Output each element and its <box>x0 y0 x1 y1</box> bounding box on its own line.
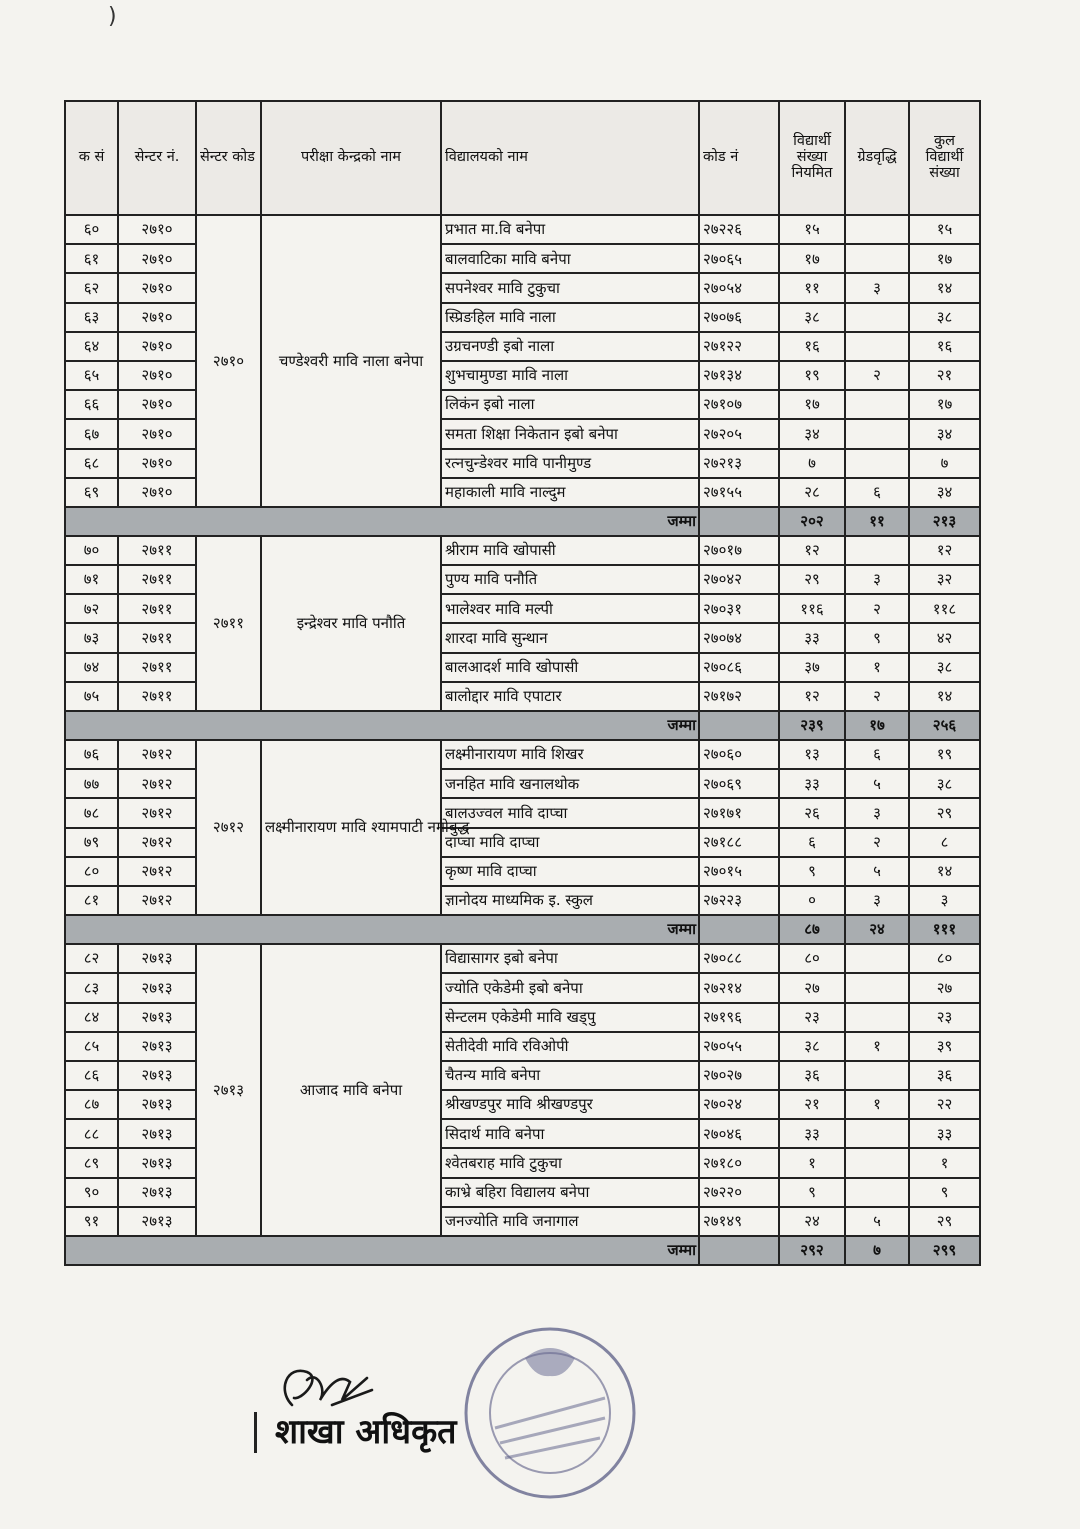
total-count-cell: २१ <box>909 361 980 390</box>
total-count-cell: ८० <box>909 944 980 973</box>
school-name-cell: कृष्ण मावि दाप्चा <box>441 857 699 886</box>
header-regular: विद्यार्थी संख्या नियमित <box>779 101 845 215</box>
school-code-cell: २७१७१ <box>699 798 779 827</box>
regular-count-cell: १५ <box>779 215 845 244</box>
table-row <box>65 740 980 769</box>
center-number-cell: २७११ <box>118 536 196 565</box>
school-name-cell: जनज्योति मावि जनागाल <box>441 1207 699 1236</box>
regular-count-cell: १७ <box>779 244 845 273</box>
total-count-cell: १५ <box>909 215 980 244</box>
table-body <box>65 215 980 1265</box>
header-center-code: सेन्टर कोड <box>196 101 261 215</box>
header-center-name: परीक्षा केन्द्रको नाम <box>261 101 441 215</box>
school-name-cell: शारदा मावि सुन्थान <box>441 623 699 652</box>
total-count-cell: १७ <box>909 390 980 419</box>
school-name-cell: सेतीदेवी मावि रविओपी <box>441 1032 699 1061</box>
total-count-cell: ३४ <box>909 478 980 507</box>
center-number-cell: २७१२ <box>118 857 196 886</box>
center-number-cell: २७१३ <box>118 1032 196 1061</box>
student-count-table <box>64 100 981 1266</box>
regular-count-cell: ० <box>779 886 845 915</box>
header-code: कोड नं <box>699 101 779 215</box>
school-code-cell: २७०५४ <box>699 273 779 302</box>
center-code-cell: २७१२ <box>196 740 261 915</box>
grade-up-count-cell: ९ <box>845 623 909 652</box>
center-name-cell: आजाद मावि बनेपा <box>261 944 441 1236</box>
school-name-cell: ज्योति एकेडेमी इबो बनेपा <box>441 973 699 1002</box>
regular-count-cell: ३३ <box>779 623 845 652</box>
center-number-cell: २७१३ <box>118 973 196 1002</box>
grade-up-count-cell <box>845 973 909 1002</box>
grade-up-count-cell: १ <box>845 1090 909 1119</box>
grade-up-count-cell <box>845 944 909 973</box>
school-code-cell: २७२१३ <box>699 449 779 478</box>
regular-count-cell: ११६ <box>779 594 845 623</box>
serial-number-cell: ६५ <box>65 361 118 390</box>
grade-up-count-cell <box>845 332 909 361</box>
sum-total-cell: २९९ <box>909 1236 980 1265</box>
grade-up-count-cell <box>845 419 909 448</box>
total-count-cell: ३४ <box>909 419 980 448</box>
serial-number-cell: ६४ <box>65 332 118 361</box>
serial-number-cell: ७० <box>65 536 118 565</box>
school-name-cell: बालउज्वल मावि दाप्चा <box>441 798 699 827</box>
school-name-cell: सेन्टलम एकेडेमी मावि खड्पु <box>441 1003 699 1032</box>
center-number-cell: २७१३ <box>118 944 196 973</box>
signature-image <box>272 1360 392 1420</box>
serial-number-cell: ६१ <box>65 244 118 273</box>
regular-count-cell: ७ <box>779 449 845 478</box>
grade-up-count-cell: २ <box>845 828 909 857</box>
regular-count-cell: २८ <box>779 478 845 507</box>
total-empty-cell <box>699 1236 779 1265</box>
serial-number-cell: ८९ <box>65 1148 118 1177</box>
regular-count-cell: २९ <box>779 565 845 594</box>
sum-total-cell: २१३ <box>909 507 980 536</box>
table-row <box>65 536 980 565</box>
school-name-cell: चैतन्य मावि बनेपा <box>441 1061 699 1090</box>
grade-up-count-cell <box>845 215 909 244</box>
page-mark: ) <box>108 4 117 29</box>
school-name-cell: पुण्य मावि पनौति <box>441 565 699 594</box>
regular-count-cell: ९ <box>779 1178 845 1207</box>
school-name-cell: श्रीराम मावि खोपासी <box>441 536 699 565</box>
serial-number-cell: ८३ <box>65 973 118 1002</box>
school-code-cell: २७०१५ <box>699 857 779 886</box>
serial-number-cell: ८७ <box>65 1090 118 1119</box>
total-empty-cell <box>699 507 779 536</box>
regular-count-cell: ६ <box>779 828 845 857</box>
serial-number-cell: ६० <box>65 215 118 244</box>
center-number-cell: २७१३ <box>118 1178 196 1207</box>
center-number-cell: २७११ <box>118 594 196 623</box>
school-name-cell: उग्रचनण्डी इबो नाला <box>441 332 699 361</box>
school-name-cell: विद्यासागर इबो बनेपा <box>441 944 699 973</box>
center-number-cell: २७१२ <box>118 740 196 769</box>
regular-count-cell: २६ <box>779 798 845 827</box>
center-number-cell: २७१० <box>118 361 196 390</box>
total-count-cell: १ <box>909 1148 980 1177</box>
regular-count-cell: ३४ <box>779 419 845 448</box>
total-count-cell: ९ <box>909 1178 980 1207</box>
regular-count-cell: ३८ <box>779 303 845 332</box>
header-center-no: सेन्टर नं. <box>118 101 196 215</box>
serial-number-cell: ७९ <box>65 828 118 857</box>
total-count-cell: २७ <box>909 973 980 1002</box>
grade-up-count-cell <box>845 1148 909 1177</box>
center-number-cell: २७१० <box>118 419 196 448</box>
center-name-cell: चण्डेश्वरी मावि नाला बनेपा <box>261 215 441 507</box>
regular-count-cell: ३७ <box>779 653 845 682</box>
sum-regular-cell: २३९ <box>779 711 845 740</box>
total-label: जम्मा <box>65 507 699 536</box>
regular-count-cell: ९ <box>779 857 845 886</box>
serial-number-cell: ८६ <box>65 1061 118 1090</box>
total-count-cell: ३९ <box>909 1032 980 1061</box>
total-label: जम्मा <box>65 1236 699 1265</box>
serial-number-cell: ७३ <box>65 623 118 652</box>
serial-number-cell: ८० <box>65 857 118 886</box>
total-count-cell: ८ <box>909 828 980 857</box>
grade-up-count-cell: ६ <box>845 740 909 769</box>
school-code-cell: २७२२३ <box>699 886 779 915</box>
school-code-cell: २७१३४ <box>699 361 779 390</box>
regular-count-cell: १६ <box>779 332 845 361</box>
total-count-cell: ३८ <box>909 769 980 798</box>
school-name-cell: प्रभात मा.वि बनेपा <box>441 215 699 244</box>
center-number-cell: २७१० <box>118 244 196 273</box>
school-name-cell: श्रीखण्डपुर मावि श्रीखण्डपुर <box>441 1090 699 1119</box>
center-number-cell: २७१० <box>118 449 196 478</box>
school-code-cell: २७१८० <box>699 1148 779 1177</box>
total-count-cell: ३८ <box>909 303 980 332</box>
signature-label: शाखा अधिकृत <box>254 1412 457 1453</box>
sum-grade-up-cell: २४ <box>845 915 909 944</box>
serial-number-cell: ९१ <box>65 1207 118 1236</box>
office-seal-image <box>455 1318 645 1508</box>
school-code-cell: २७०८६ <box>699 653 779 682</box>
center-number-cell: २७१३ <box>118 1061 196 1090</box>
header-grade-up: ग्रेडवृद्धि <box>845 101 909 215</box>
regular-count-cell: १२ <box>779 682 845 711</box>
total-label: जम्मा <box>65 711 699 740</box>
total-count-cell: ११८ <box>909 594 980 623</box>
serial-number-cell: ८५ <box>65 1032 118 1061</box>
serial-number-cell: ७१ <box>65 565 118 594</box>
center-code-cell: २७१० <box>196 215 261 507</box>
school-name-cell: महाकाली मावि नाल्दुम <box>441 478 699 507</box>
grade-up-count-cell: ३ <box>845 273 909 302</box>
center-name-cell: इन्द्रेश्वर मावि पनौति <box>261 536 441 711</box>
group-total-row <box>65 915 980 944</box>
sum-grade-up-cell: १७ <box>845 711 909 740</box>
header-total: कुल विद्यार्थी संख्या <box>909 101 980 215</box>
center-number-cell: २७१३ <box>118 1207 196 1236</box>
total-count-cell: १४ <box>909 273 980 302</box>
school-code-cell: २७१२२ <box>699 332 779 361</box>
school-name-cell: स्प्रिङहिल मावि नाला <box>441 303 699 332</box>
center-number-cell: २७१० <box>118 390 196 419</box>
center-number-cell: २७१३ <box>118 1119 196 1148</box>
center-number-cell: २७१२ <box>118 798 196 827</box>
school-code-cell: २७०७६ <box>699 303 779 332</box>
sum-total-cell: २५६ <box>909 711 980 740</box>
center-number-cell: २७१० <box>118 273 196 302</box>
total-label: जम्मा <box>65 915 699 944</box>
center-number-cell: २७१२ <box>118 828 196 857</box>
school-code-cell: २७१५५ <box>699 478 779 507</box>
school-name-cell: रत्नचुन्डेश्वर मावि पानीमुण्ड <box>441 449 699 478</box>
grade-up-count-cell <box>845 244 909 273</box>
grade-up-count-cell: ३ <box>845 565 909 594</box>
grade-up-count-cell: २ <box>845 682 909 711</box>
school-code-cell: २७०६९ <box>699 769 779 798</box>
school-code-cell: २७२१४ <box>699 973 779 1002</box>
regular-count-cell: १२ <box>779 536 845 565</box>
regular-count-cell: ३३ <box>779 1119 845 1148</box>
school-name-cell: बालोद्दार मावि एपाटार <box>441 682 699 711</box>
serial-number-cell: ९० <box>65 1178 118 1207</box>
school-name-cell: समता शिक्षा निकेतान इबो बनेपा <box>441 419 699 448</box>
school-code-cell: २७०४६ <box>699 1119 779 1148</box>
school-name-cell: जनहित मावि खनालथोक <box>441 769 699 798</box>
group-total-row <box>65 711 980 740</box>
regular-count-cell: १९ <box>779 361 845 390</box>
grade-up-count-cell <box>845 1061 909 1090</box>
total-count-cell: २९ <box>909 798 980 827</box>
serial-number-cell: ७६ <box>65 740 118 769</box>
total-count-cell: ३२ <box>909 565 980 594</box>
serial-number-cell: ६७ <box>65 419 118 448</box>
regular-count-cell: ३६ <box>779 1061 845 1090</box>
total-empty-cell <box>699 915 779 944</box>
grade-up-count-cell: २ <box>845 594 909 623</box>
grade-up-count-cell: ५ <box>845 857 909 886</box>
regular-count-cell: १७ <box>779 390 845 419</box>
center-number-cell: २७११ <box>118 682 196 711</box>
serial-number-cell: ७२ <box>65 594 118 623</box>
serial-number-cell: ६३ <box>65 303 118 332</box>
school-code-cell: २७१७२ <box>699 682 779 711</box>
serial-number-cell: ६८ <box>65 449 118 478</box>
school-name-cell: सिदार्थ मावि बनेपा <box>441 1119 699 1148</box>
serial-number-cell: ८१ <box>65 886 118 915</box>
school-code-cell: २७०७४ <box>699 623 779 652</box>
center-name-cell: लक्ष्मीनारायण मावि श्यामपाटी नमोबुद्ध <box>261 740 441 915</box>
group-total-row <box>65 1236 980 1265</box>
school-code-cell: २७०५५ <box>699 1032 779 1061</box>
grade-up-count-cell: ३ <box>845 798 909 827</box>
center-number-cell: २७१३ <box>118 1090 196 1119</box>
serial-number-cell: ७५ <box>65 682 118 711</box>
center-code-cell: २७११ <box>196 536 261 711</box>
school-code-cell: २७०६५ <box>699 244 779 273</box>
total-count-cell: २३ <box>909 1003 980 1032</box>
table-row <box>65 944 980 973</box>
header-row <box>65 101 980 215</box>
grade-up-count-cell: ६ <box>845 478 909 507</box>
grade-up-count-cell: १ <box>845 1032 909 1061</box>
school-code-cell: २७०४२ <box>699 565 779 594</box>
school-code-cell: २७१४९ <box>699 1207 779 1236</box>
regular-count-cell: ३३ <box>779 769 845 798</box>
school-code-cell: २७१८८ <box>699 828 779 857</box>
school-code-cell: २७१९६ <box>699 1003 779 1032</box>
school-name-cell: ज्ञानोदय माध्यमिक इ. स्कुल <box>441 886 699 915</box>
school-name-cell: बालआदर्श मावि खोपासी <box>441 653 699 682</box>
center-number-cell: २७१३ <box>118 1148 196 1177</box>
sum-regular-cell: ८७ <box>779 915 845 944</box>
table-row <box>65 215 980 244</box>
sum-regular-cell: २९२ <box>779 1236 845 1265</box>
total-count-cell: ३६ <box>909 1061 980 1090</box>
regular-count-cell: ८० <box>779 944 845 973</box>
serial-number-cell: ७४ <box>65 653 118 682</box>
center-number-cell: २७१० <box>118 215 196 244</box>
total-empty-cell <box>699 711 779 740</box>
center-number-cell: २७१३ <box>118 1003 196 1032</box>
header-school-name: विद्यालयको नाम <box>441 101 699 215</box>
serial-number-cell: ८२ <box>65 944 118 973</box>
sum-grade-up-cell: ११ <box>845 507 909 536</box>
total-count-cell: ४२ <box>909 623 980 652</box>
school-code-cell: २७२०५ <box>699 419 779 448</box>
school-code-cell: २७०१७ <box>699 536 779 565</box>
header-sn: क सं <box>65 101 118 215</box>
grade-up-count-cell: १ <box>845 653 909 682</box>
grade-up-count-cell <box>845 536 909 565</box>
regular-count-cell: १३ <box>779 740 845 769</box>
serial-number-cell: ७७ <box>65 769 118 798</box>
serial-number-cell: ७८ <box>65 798 118 827</box>
grade-up-count-cell: ५ <box>845 769 909 798</box>
grade-up-count-cell: ३ <box>845 886 909 915</box>
school-name-cell: श्वेतबराह मावि टुकुचा <box>441 1148 699 1177</box>
school-code-cell: २७०३१ <box>699 594 779 623</box>
grade-up-count-cell <box>845 390 909 419</box>
grade-up-count-cell: ५ <box>845 1207 909 1236</box>
school-code-cell: २७०२७ <box>699 1061 779 1090</box>
total-count-cell: २२ <box>909 1090 980 1119</box>
regular-count-cell: ११ <box>779 273 845 302</box>
school-name-cell: काभ्रे बहिरा विद्यालय बनेपा <box>441 1178 699 1207</box>
center-number-cell: २७१२ <box>118 886 196 915</box>
sum-total-cell: १११ <box>909 915 980 944</box>
school-name-cell: शुभचामुण्डा मावि नाला <box>441 361 699 390</box>
center-number-cell: २७१० <box>118 303 196 332</box>
center-number-cell: २७११ <box>118 623 196 652</box>
total-count-cell: १२ <box>909 536 980 565</box>
grade-up-count-cell <box>845 1178 909 1207</box>
school-name-cell: दाप्चा मावि दाप्चा <box>441 828 699 857</box>
total-count-cell: १९ <box>909 740 980 769</box>
school-code-cell: २७१०७ <box>699 390 779 419</box>
grade-up-count-cell <box>845 449 909 478</box>
serial-number-cell: ६२ <box>65 273 118 302</box>
total-count-cell: ७ <box>909 449 980 478</box>
serial-number-cell: ८८ <box>65 1119 118 1148</box>
school-code-cell: २७०२४ <box>699 1090 779 1119</box>
center-number-cell: २७१० <box>118 332 196 361</box>
school-name-cell: बालवाटिका मावि बनेपा <box>441 244 699 273</box>
regular-count-cell: ३८ <box>779 1032 845 1061</box>
school-name-cell: भालेश्वर मावि मल्पी <box>441 594 699 623</box>
total-count-cell: १७ <box>909 244 980 273</box>
group-total-row <box>65 507 980 536</box>
center-number-cell: २७१२ <box>118 769 196 798</box>
center-number-cell: २७११ <box>118 565 196 594</box>
total-count-cell: ३३ <box>909 1119 980 1148</box>
grade-up-count-cell <box>845 1119 909 1148</box>
total-count-cell: ३ <box>909 886 980 915</box>
center-number-cell: २७१० <box>118 478 196 507</box>
serial-number-cell: ६६ <box>65 390 118 419</box>
school-code-cell: २७२२६ <box>699 215 779 244</box>
grade-up-count-cell: २ <box>845 361 909 390</box>
sum-grade-up-cell: ७ <box>845 1236 909 1265</box>
total-count-cell: ३८ <box>909 653 980 682</box>
school-name-cell: सपनेश्वर मावि टुकुचा <box>441 273 699 302</box>
school-code-cell: २७०६० <box>699 740 779 769</box>
regular-count-cell: १ <box>779 1148 845 1177</box>
school-code-cell: २७२२० <box>699 1178 779 1207</box>
center-number-cell: २७११ <box>118 653 196 682</box>
sum-regular-cell: २०२ <box>779 507 845 536</box>
school-name-cell: लिकंन इबो नाला <box>441 390 699 419</box>
total-count-cell: २९ <box>909 1207 980 1236</box>
center-code-cell: २७१३ <box>196 944 261 1236</box>
total-count-cell: १४ <box>909 682 980 711</box>
regular-count-cell: २७ <box>779 973 845 1002</box>
regular-count-cell: २१ <box>779 1090 845 1119</box>
school-code-cell: २७०८८ <box>699 944 779 973</box>
regular-count-cell: २४ <box>779 1207 845 1236</box>
serial-number-cell: ८४ <box>65 1003 118 1032</box>
school-name-cell: लक्ष्मीनारायण मावि शिखर <box>441 740 699 769</box>
total-count-cell: १४ <box>909 857 980 886</box>
total-count-cell: १६ <box>909 332 980 361</box>
regular-count-cell: २३ <box>779 1003 845 1032</box>
grade-up-count-cell <box>845 303 909 332</box>
grade-up-count-cell <box>845 1003 909 1032</box>
serial-number-cell: ६९ <box>65 478 118 507</box>
